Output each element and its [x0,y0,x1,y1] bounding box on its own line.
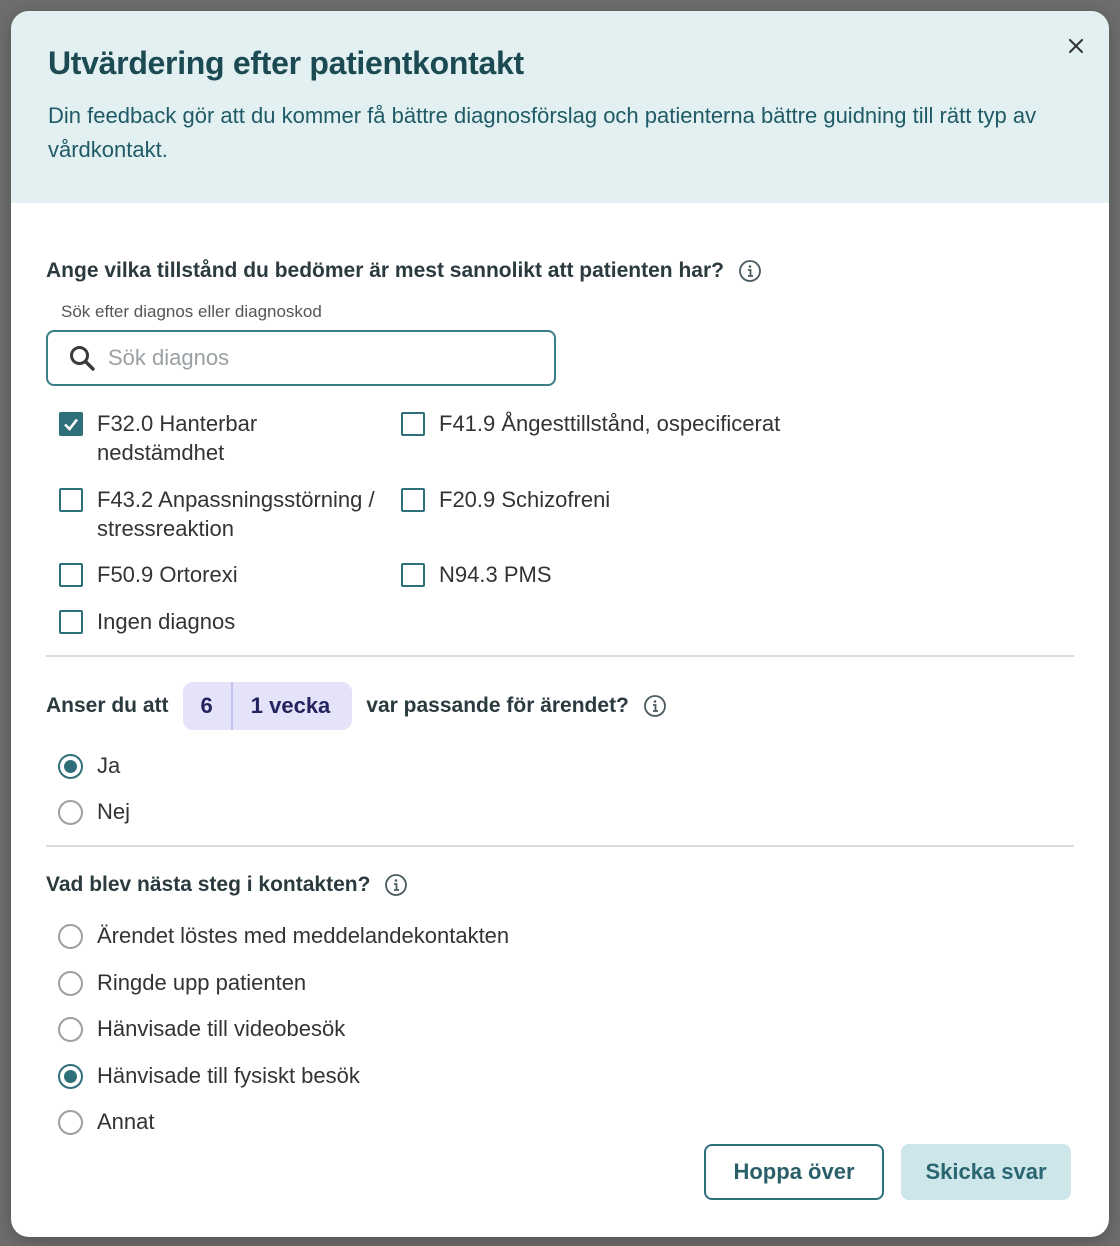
feedback-modal [11,11,1109,1237]
search-icon [68,344,96,372]
radio[interactable] [58,1110,83,1135]
next-step-option-label: Annat [97,1109,155,1134]
diagnosis-option-f32[interactable] [59,409,359,467]
duration-pill [183,682,353,730]
next-step-option-physical[interactable] [58,1061,360,1090]
close-button[interactable] [1061,31,1091,61]
radio[interactable] [58,971,83,996]
diagnosis-option-label: F43.2 Anpassningsstörning / stressreaktion [97,487,375,541]
divider [46,655,1074,657]
diagnosis-option-n94[interactable] [401,560,701,589]
checkmark-icon [62,415,80,433]
search-box[interactable] [46,330,556,386]
radio-selected[interactable] [58,1064,83,1089]
duration-option-ja[interactable] [58,751,120,780]
close-icon [1069,39,1083,53]
next-step-option-resolved[interactable] [58,921,509,950]
next-step-option-called[interactable] [58,968,306,997]
checkbox[interactable] [59,610,83,634]
skip-button[interactable]: Hoppa över [704,1144,884,1200]
diagnosis-option-f41[interactable] [401,409,821,438]
diagnosis-option-f50[interactable] [59,560,359,589]
search-label: Sök efter diagnos eller diagnoskod [61,302,322,321]
next-step-option-label: Ringde upp patienten [97,970,307,995]
duration-question [46,682,667,730]
radio[interactable] [58,800,83,825]
radio-selected[interactable] [58,754,83,779]
next-step-option-label: Hänvisade till fysiskt besök [97,1063,360,1088]
duration-question-after: var passande för ärendet? [366,694,629,717]
submit-button[interactable]: Skicka svar [901,1144,1071,1200]
info-icon[interactable] [643,694,667,718]
modal-title: Utvärdering efter patientkontakt [48,45,524,81]
next-step-question-text: Vad blev nästa steg i kontakten? [46,873,371,896]
duration-option-label: Nej [97,799,131,824]
checkbox[interactable] [59,563,83,587]
duration-pill-number: 6 [183,682,233,730]
checkbox-checked[interactable] [59,412,83,436]
diagnosis-option-label: Ingen diagnos [97,609,236,634]
diagnosis-question-text: Ange vilka tillstånd du bedömer är mest sannolikt att patienten har? [46,259,724,282]
diagnosis-option-label: F32.0 Hanterbar nedstämdhet [97,411,258,465]
checkbox[interactable] [401,563,425,587]
diagnosis-option-label: N94.3 PMS [439,562,552,587]
checkbox[interactable] [401,412,425,436]
info-icon[interactable] [738,259,762,283]
next-step-option-label: Hänvisade till videobesök [97,1016,346,1041]
diagnosis-option-label: F20.9 Schizofreni [439,487,611,512]
checkbox[interactable] [59,488,83,512]
diagnosis-option-f20[interactable] [401,485,701,514]
modal-header [11,11,1109,203]
modal-subtitle: Din feedback gör att du kommer få bättre diagnosförslag och patienterna bättre guidning till rätt typ av vårdkontakt. [48,103,1037,162]
diagnosis-option-label: F41.9 Ångesttillstånd, ospecificerat [439,411,781,436]
diagnosis-question [46,259,762,283]
search-input[interactable] [106,338,540,378]
next-step-option-label: Ärendet löstes med meddelandekontakten [97,923,510,948]
duration-question-before: Anser du att [46,694,169,717]
info-icon[interactable] [384,873,408,897]
duration-option-label: Ja [97,753,121,778]
next-step-option-other[interactable] [58,1107,155,1136]
divider [46,845,1074,847]
diagnosis-option-label: F50.9 Ortorexi [97,562,238,587]
radio[interactable] [58,1017,83,1042]
checkbox[interactable] [401,488,425,512]
duration-option-nej[interactable] [58,797,130,826]
diagnosis-option-f43[interactable] [59,485,389,543]
next-step-option-video[interactable] [58,1014,345,1043]
next-step-question [46,873,408,897]
duration-pill-unit: 1 vecka [250,693,331,718]
diagnosis-option-none[interactable] [59,607,359,636]
radio[interactable] [58,924,83,949]
